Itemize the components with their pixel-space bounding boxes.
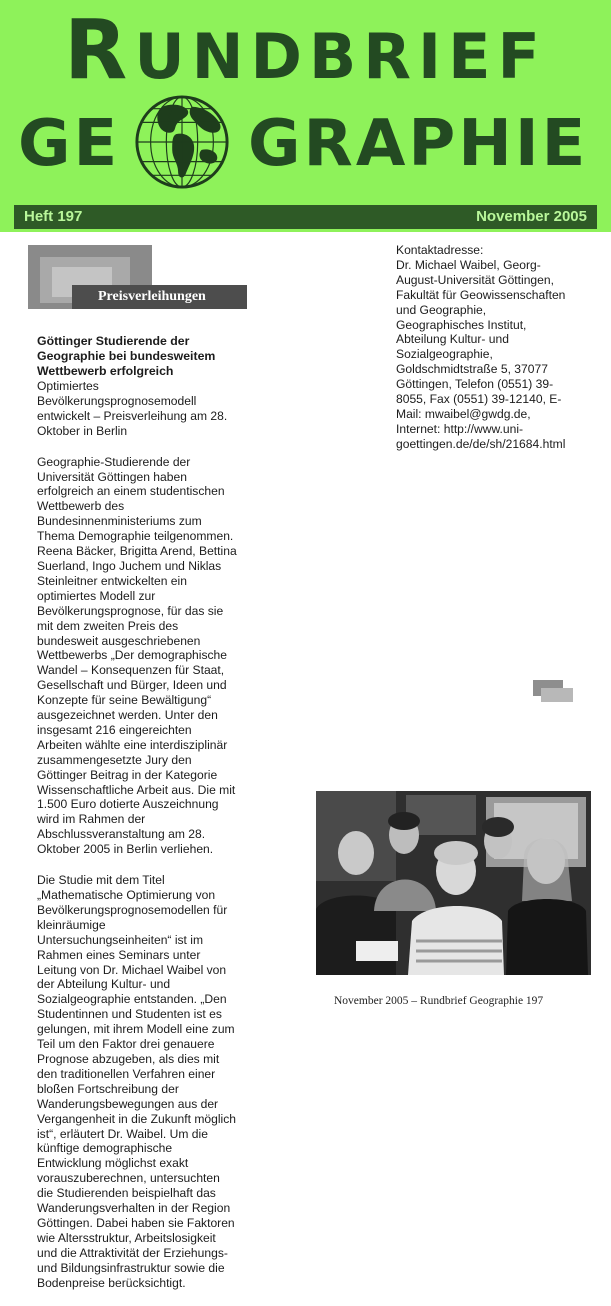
column-end-decoration — [533, 680, 573, 704]
masthead — [0, 0, 611, 232]
masthead-title-graphie: GRAPHIE — [248, 107, 589, 181]
article-headline: Göttinger Studierende der Geographie bei bundesweitem Wettbewerb erfolgreich — [37, 334, 216, 378]
article-paragraph-2: Die Studie mit dem Titel „Mathematische Optimierung von Bevölkerungsprognosemodellen für kleinräumige Untersuchungseinheiten“ ist im Rahmen eines Seminars unter Leitung von Dr. Michael Waibel von der Abteilung Kultur- und Sozialgeographie entstanden. „Den Studentinnen und Studenten ist es gelungen, mit ihrem Modell eine zum Teil um den Faktor drei genauere Prognose abzugeben, als dies mit den traditionellen Verfahren einer bloßen Fortschreibung der Wanderungsbewegungen aus der Vergangenheit in die Zukunft möglich ist“, erläutert Dr. Waibel. Um die künftige demographische Entwicklung möglichst exakt vorauszuberechnen, untersuchten die Studierenden beispielhaft das Wanderungsverhalten in der Region Göttingen. Dabei haben sie Faktoren wie Altersstruktur, Arbeitslosigkeit und die Attraktivität der Erziehungs- und Bildungsinfrastruktur sowie die Bodenpreise berücksichtigt. — [37, 873, 237, 1290]
masthead-title-rest: UNDBRIEF — [134, 20, 547, 93]
masthead-title-initial: R — [64, 3, 135, 98]
article-column-left — [37, 334, 237, 1306]
contact-text: Dr. Michael Waibel, Georg-August-Universität Göttingen, Fakultät für Geowissenschaften und Geographie, Geographisches Institut, Abteilung Kultur- und Sozialgeographie, Goldschmidtstraße 5, 37077 Göttingen, Telefon (0551) 39-8055, Fax (0551) 39-12140, E-Mail: mwaibel@gwdg.de, Internet: http://www.uni-goettingen.de/de/sh/21684.html — [396, 257, 566, 451]
article-paragraph-1: Geographie-Studierende der Universität Göttingen haben erfolgreich an einem studentischen Wettbewerb des Bundesinnenministeriums zum Thema Demographie teilgenommen. Reena Bäcker, Brigitta Arend, Bettina Suerland, Ingo Juchem und Niklas Steinleitner entwickelten ein optimiertes Modell zur Bevölkerungsprognose, für das sie mit dem zweiten Preis des bundesweit ausgeschriebenen Wettbewerbs „Der demographische Wandel – Konsequenzen für Staat, Gesellschaft und Bürger, Ideen und Konzepte für seine Bewältigung“ ausgezeichnet werden. Unter den insgesamt 216 eingereichten Arbeiten wählte eine interdisziplinär zusammengesetzte Jury den Göttinger Beitrag in der Kategorie Wissenschaftliche Arbeit aus. Die mit 1.500 Euro dotierte Auszeichnung wird im Rahmen der Abschlussveranstaltung am 28. Oktober 2005 in Berlin verliehen. — [37, 454, 237, 857]
contact-label: Kontaktadresse: — [396, 243, 484, 257]
section-label: Preisverleihungen — [72, 285, 247, 309]
section-banner — [28, 245, 248, 315]
article-subheadline: Optimiertes Bevölkerungsprognosemodell entwickelt – Preisverleihung am 28. Oktober in Berlin — [37, 379, 228, 438]
globe-icon — [133, 93, 231, 191]
article-column-right — [396, 243, 566, 452]
page-footer: November 2005 – Rundbrief Geographie 197 — [334, 995, 544, 1007]
group-photo — [316, 791, 591, 975]
issue-bar — [14, 205, 597, 229]
deco-square-2 — [541, 688, 573, 702]
issue-number: Heft 197 — [24, 208, 83, 225]
issue-date: November 2005 — [476, 208, 587, 225]
masthead-title-line-1 — [0, 3, 611, 98]
masthead-title-ge: GE — [18, 107, 121, 181]
